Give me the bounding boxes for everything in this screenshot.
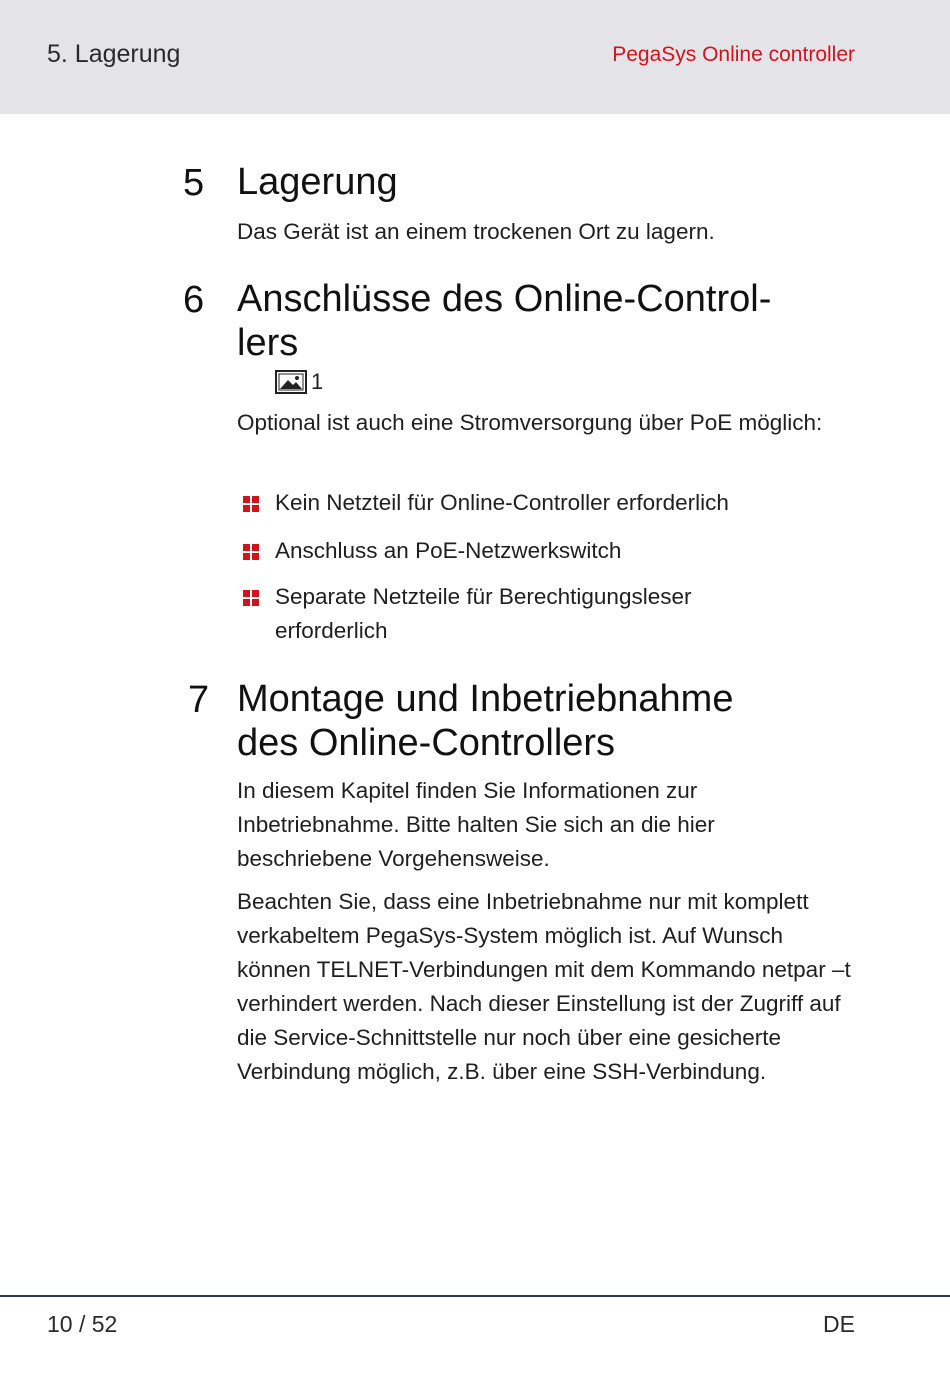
section-7-number: 7 bbox=[188, 679, 210, 721]
section-7-paragraph-1: In diesem Kapitel finden Sie Informationen zur Inbetriebnahme. Bitte halten Sie sich an die hier beschriebene Vorgehensweise. bbox=[237, 778, 715, 871]
image-icon bbox=[275, 370, 307, 394]
section-7-title-line1: Montage und Inbetriebnahme bbox=[237, 678, 734, 720]
section-5-number: 5 bbox=[183, 162, 205, 204]
figure-reference-number: 1 bbox=[311, 369, 324, 394]
section-6-title-line2: lers bbox=[237, 322, 299, 364]
list-item bbox=[237, 534, 857, 568]
bullet-icon bbox=[243, 496, 259, 512]
section-6-intro: Optional ist auch eine Stromversorgung über PoE möglich: bbox=[237, 410, 823, 435]
section-6-title bbox=[237, 277, 857, 365]
section-7-title-line2: des Online-Controllers bbox=[237, 722, 616, 764]
list-item bbox=[237, 580, 797, 648]
list-item-text: Kein Netzteil für Online-Controller erforderlich bbox=[275, 490, 729, 515]
section-7-paragraph-2: Beachten Sie, dass eine Inbetriebnahme nur mit komplett verkabeltem PegaSys-System möglich ist. Auf Wunsch können TELNET-Verbindungen mit dem Kommando netpar –t verhindert werden. Nach dieser Einstellung ist der Zugriff auf die Service-Schnittstelle nur noch über eine gesicherte Verbindung möglich, z.B. über eine SSH-Verbindung. bbox=[237, 889, 851, 1084]
page-number: 10 / 52 bbox=[47, 1311, 118, 1337]
figure-reference[interactable] bbox=[275, 369, 323, 395]
chapter-label: 5. Lagerung bbox=[47, 40, 181, 68]
language-code: DE bbox=[823, 1311, 855, 1337]
section-5-title: Lagerung bbox=[237, 161, 398, 203]
list-item-text: Anschluss an PoE-Netzwerkswitch bbox=[275, 538, 622, 563]
section-7-title bbox=[237, 677, 857, 765]
section-6-number: 6 bbox=[183, 279, 205, 321]
list-item-text: Separate Netzteile für Berechtigungsleser erforderlich bbox=[275, 584, 692, 643]
section-5-text: Das Gerät ist an einem trockenen Ort zu lagern. bbox=[237, 219, 715, 244]
product-name: PegaSys Online controller bbox=[612, 43, 855, 66]
bullet-icon bbox=[243, 544, 259, 560]
page-header bbox=[0, 0, 950, 114]
footer-divider bbox=[0, 1295, 950, 1297]
section-6-title-line1: Anschlüsse des Online-Control- bbox=[237, 278, 772, 320]
list-item bbox=[237, 486, 857, 520]
bullet-icon bbox=[243, 590, 259, 606]
